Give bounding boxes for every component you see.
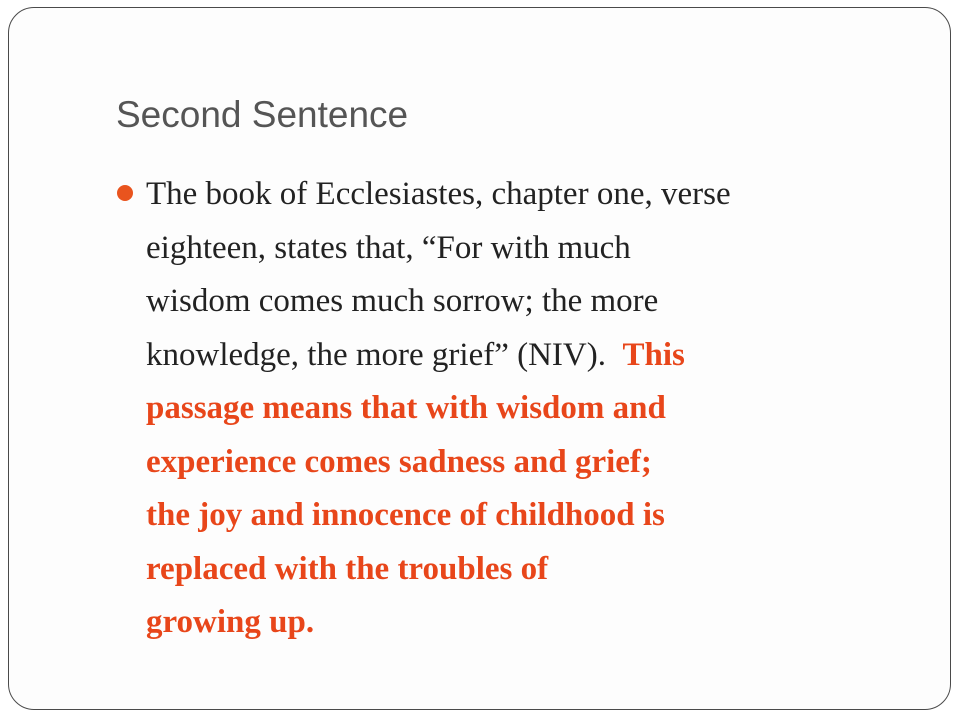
text-line	[146, 168, 916, 222]
slide-title: Second Sentence	[116, 94, 409, 135]
bullet-dot-icon	[117, 185, 133, 201]
text-line-highlight: This	[622, 336, 685, 373]
text-line-plain: eighteen, states that, “For with much	[146, 229, 631, 266]
text-line	[146, 489, 916, 543]
text-line-highlight: growing up.	[146, 604, 315, 640]
slide-frame	[8, 7, 951, 710]
text-line	[146, 222, 916, 276]
text-line	[146, 382, 916, 436]
text-line-highlight: replaced with the troubles of	[146, 550, 549, 587]
text-line	[146, 436, 916, 490]
text-line	[146, 543, 916, 597]
text-line-highlight: experience comes sadness and grief;	[146, 443, 652, 480]
text-line-highlight: passage means that with wisdom and	[146, 390, 666, 426]
text-line	[146, 329, 916, 383]
text-line-plain: The book of Ecclesiastes, chapter one, verse	[146, 176, 731, 212]
text-line-plain: wisdom comes much sorrow; the more	[146, 283, 659, 319]
text-line	[146, 596, 916, 650]
text-line	[146, 275, 916, 329]
bullet-text	[146, 168, 916, 650]
text-line-plain: knowledge, the more grief” (NIV).	[146, 336, 623, 373]
text-line-highlight: the joy and innocence of childhood is	[146, 497, 665, 533]
